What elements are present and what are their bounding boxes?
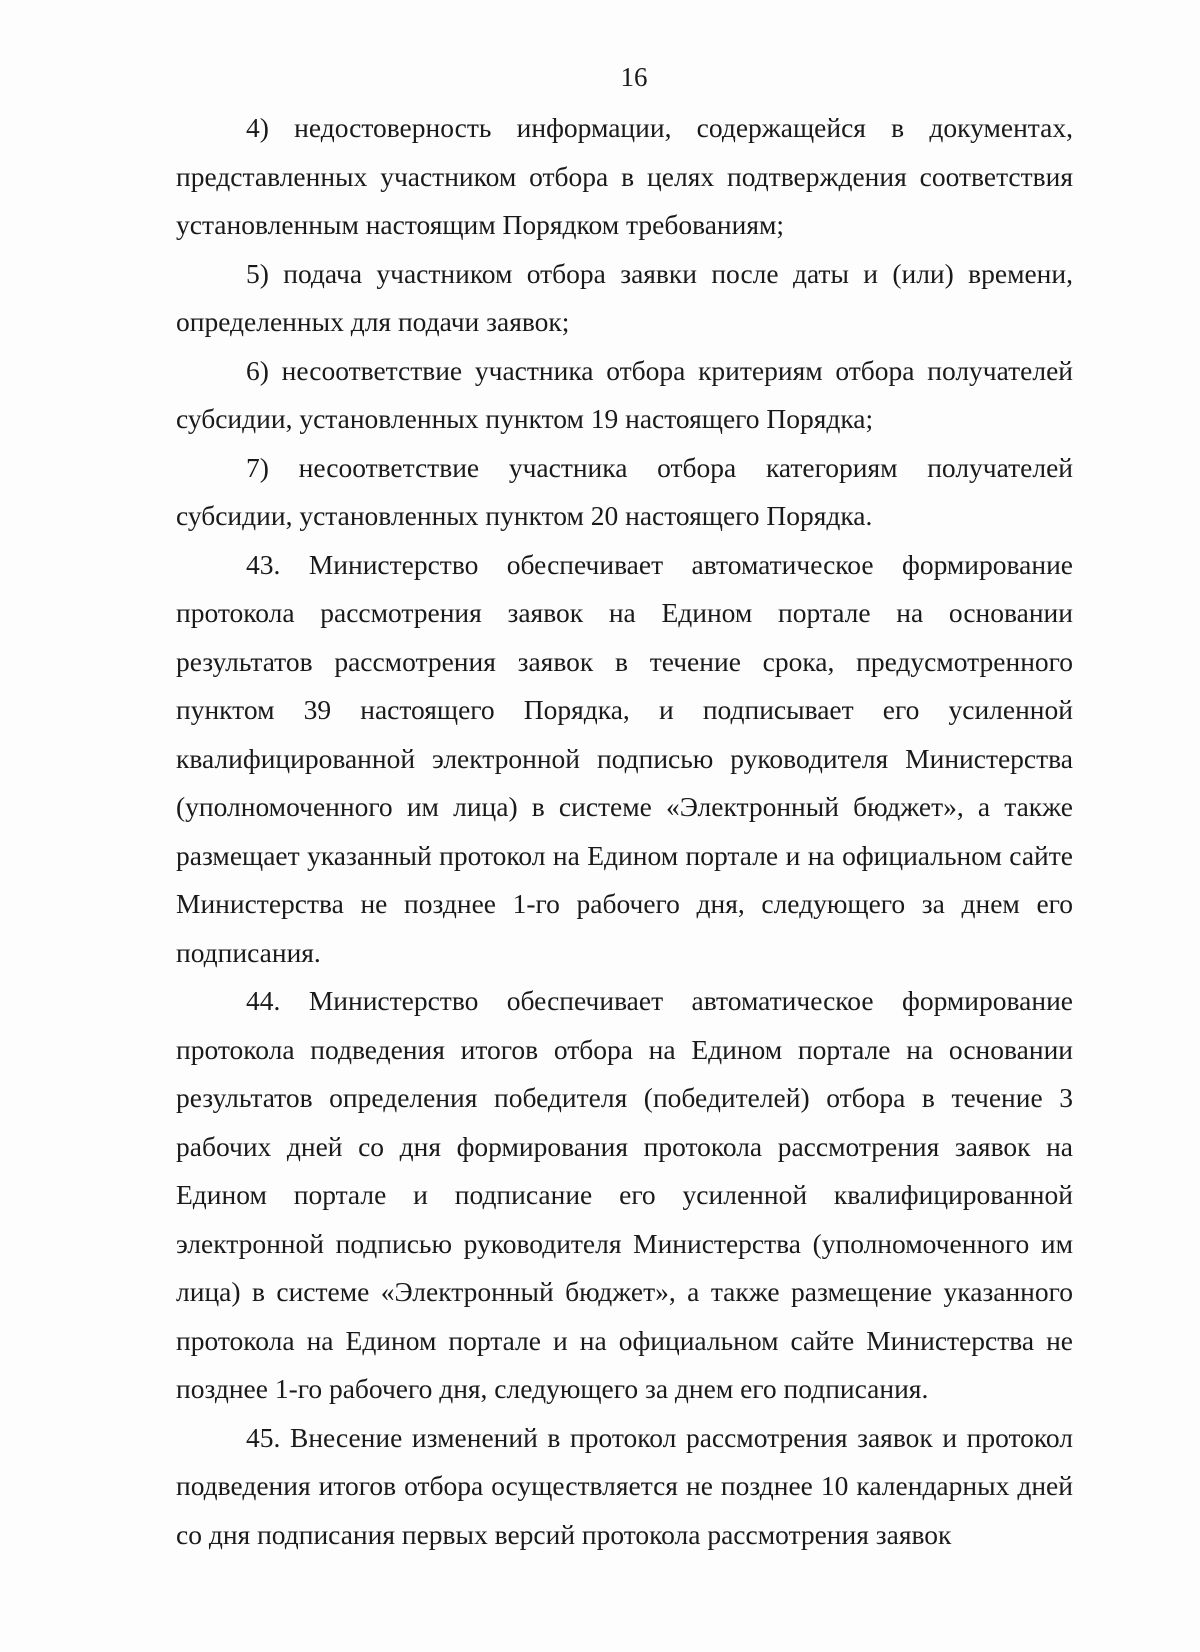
paragraph-clause-44: 44. Министерство обеспечивает автоматическое формирование протокола подведения итогов отбора на Едином портале на основании результатов определения победителя (победителей) отбора в течение 3 рабочих дней со дня формирования протокола рассмотрения заявок на Едином портале и подписание его усиленной квалифицированной электронной подписью руководителя Министерства (уполномоченного им лица) в системе «Электронный бюджет», а также размещение указанного протокола на Едином портале и на официальном сайте Министерства не позднее 1-го рабочего дня, следующего за днем его подписания. xyxy=(176,985,1073,1404)
paragraph-item-6: 6) несоответствие участника отбора критериям отбора получателей субсидии, установленных пунктом 19 настоящего Порядка; xyxy=(176,354,1073,434)
paragraph-clause-45: 45. Внесение изменений в протокол рассмотрения заявок и протокол подведения итогов отбора осуществляется не позднее 10 календарных дней со дня подписания первых версий протокола рассмотрения заявок xyxy=(176,1421,1073,1550)
paragraph-clause-43: 43. Министерство обеспечивает автоматическое формирование протокола рассмотрения заявок на Едином портале на основании результатов рассмотрения заявок в течение срока, предусмотренного пунктом 39 настоящего Порядка, и подписывает его усиленной квалифицированной электронной подписью руководителя Министерства (уполномоченного им лица) в системе «Электронный бюджет», а также размещает указанный протокол на Едином портале и на официальном сайте Министерства не позднее 1-го рабочего дня, следующего за днем его подписания. xyxy=(176,548,1073,968)
document-body xyxy=(176,104,1073,1559)
paragraph-item-4: 4) недостоверность информации, содержащейся в документах, представленных участником отбора в целях подтверждения соответствия установленным настоящим Порядком требованиям; xyxy=(176,112,1073,240)
page-number: 16 xyxy=(620,62,648,92)
paragraph-item-7: 7) несоответствие участника отбора категориям получателей субсидии, установленных пунктом 20 настоящего Порядка. xyxy=(176,451,1073,531)
paragraph-item-5: 5) подача участником отбора заявки после даты и (или) времени, определенных для подачи заявок; xyxy=(176,257,1073,337)
